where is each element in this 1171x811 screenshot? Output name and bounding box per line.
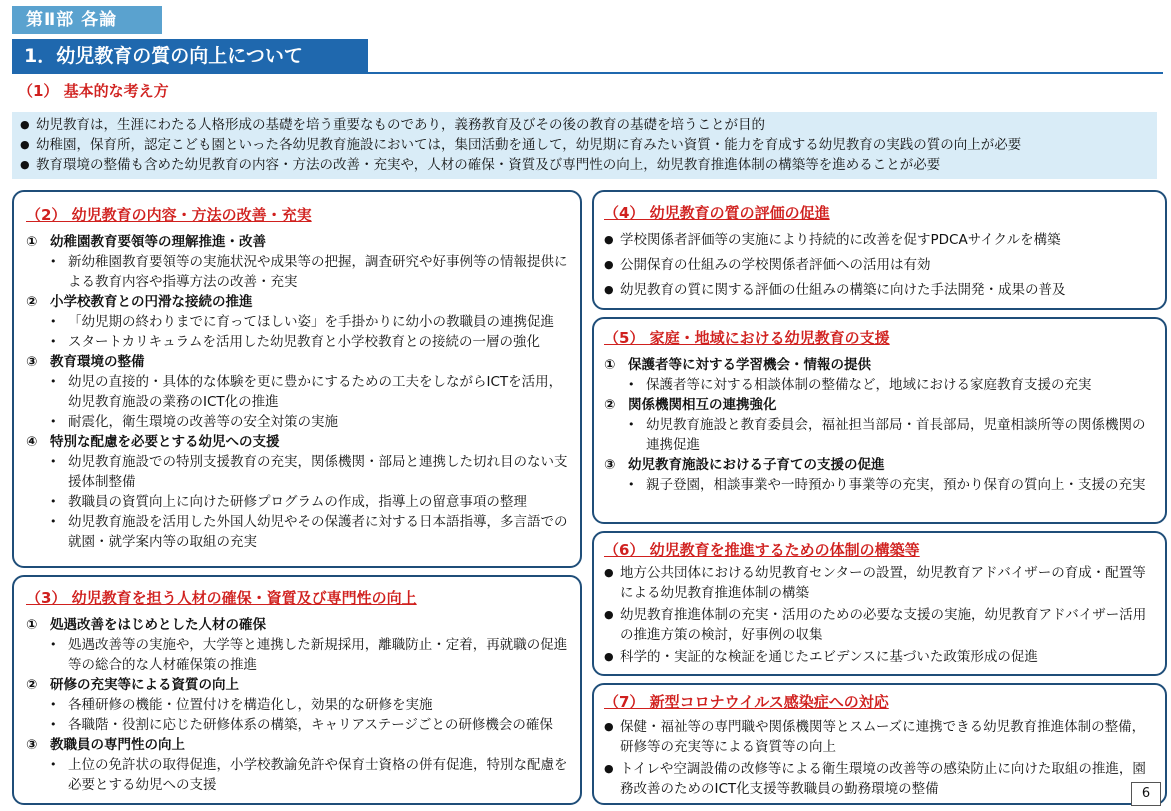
subsection-title: ① 保護者等に対する学習機会・情報の提供 <box>604 357 871 373</box>
section-promotion-system <box>592 531 1167 676</box>
subsection-title: ② 小学校教育との円滑な接続の推進 <box>26 294 253 310</box>
section-body <box>604 355 1155 495</box>
section-covid-response <box>592 683 1167 805</box>
section-heading: （4） 幼児教育の質の評価の促進 <box>604 204 830 222</box>
list-item: ● 学校関係者評価等の実施により持続的に改善を促すPDCAサイクルを構築 <box>604 232 1061 248</box>
list-item: • 処遇改善等の実施や，大学等と連携した新規採用，離職防止・定着，再就職の促進等の総合的な人材確保策の推進 <box>50 637 568 673</box>
section-body <box>26 232 568 552</box>
list-item: • 新幼稚園教育要領等の実施状況や成果等の把握，調査研究や好事例等の情報提供による教育内容や指導方法の改善・充実 <box>50 254 568 290</box>
section-quality-evaluation <box>592 190 1167 310</box>
subsection-title: ③ 教職員の専門性の向上 <box>26 737 185 753</box>
list-item: ● 幼児教育推進体制の充実・活用のための必要な支援の実施，幼児教育アドバイザー活用の推進方策の検討，好事例の収集 <box>604 607 1147 643</box>
list-item: • 各職階・役割に応じた研修体系の構築，キャリアステージごとの研修機会の確保 <box>50 717 553 733</box>
subsection-title: ③ 教育環境の整備 <box>26 354 145 370</box>
section-heading: （6） 幼児教育を推進するための体制の構築等 <box>604 541 920 559</box>
list-item: ● 科学的・実証的な検証を通じたエビデンスに基づいた政策形成の促進 <box>604 649 1038 665</box>
section-heading: （7） 新型コロナウイルス感染症への対応 <box>604 693 889 711</box>
list-item: • 保護者等に対する相談体制の整備など，地域における家庭教育支援の充実 <box>628 377 1092 393</box>
list-item: • スタートカリキュラムを活用した幼児教育と小学校教育との接続の一層の強化 <box>50 334 540 350</box>
subsection-title: ③ 幼児教育施設における子育ての支援の促進 <box>604 457 885 473</box>
section-body <box>26 615 568 795</box>
list-item: ● トイレや空調設備の改修等による衛生環境の改善等の感染防止に向けた取組の推進，園務改善のためのICT化支援等教職員の勤務環境の整備 <box>604 761 1146 797</box>
list-item: • 教職員の資質向上に向けた研修プログラムの作成，指導上の留意事項の整理 <box>50 494 527 510</box>
section-body <box>604 563 1155 667</box>
list-item: • 幼児教育施設での特別支援教育の充実，関係機関・部局と連携した切れ目のない支援体制整備 <box>50 454 568 490</box>
list-item: ● 幼児教育の質に関する評価の仕組みの構築に向けた手法開発・成果の普及 <box>604 282 1066 298</box>
list-item: • 「幼児期の終わりまでに育ってほしい姿」を手掛かりに幼小の教職員の連携促進 <box>50 314 554 330</box>
subsection-title: ① 幼稚園教育要領等の理解推進・改善 <box>26 234 266 250</box>
section-body <box>604 717 1155 799</box>
section-personnel <box>12 575 582 805</box>
section-heading: （3） 幼児教育を担う人材の確保・資質及び専門性の向上 <box>26 589 417 607</box>
list-item: • 耐震化，衛生環境の改善等の安全対策の実施 <box>50 414 338 430</box>
page-title: 1．幼児教育の質の向上について <box>12 39 368 73</box>
list-item: ● 公開保育の仕組みの学校関係者評価への活用は有効 <box>604 257 931 273</box>
section-heading: （5） 家庭・地域における幼児教育の支援 <box>604 329 890 347</box>
part-label: 第Ⅱ部 各論 <box>12 6 162 34</box>
subsection-title: ① 処遇改善をはじめとした人材の確保 <box>26 617 266 633</box>
subsection-title: ② 研修の充実等による資質の向上 <box>26 677 239 693</box>
basic-heading: （1） 基本的な考え方 <box>18 82 169 100</box>
section-content-methods <box>12 190 582 568</box>
subsection-title: ④ 特別な配慮を必要とする幼児への支援 <box>26 434 280 450</box>
list-item: • 親子登園，相談事業や一時預かり事業等の充実，預かり保育の質向上・支援の充実 <box>628 477 1146 493</box>
section-heading: （2） 幼児教育の内容・方法の改善・充実 <box>26 206 312 224</box>
list-item: • 各種研修の機能・位置付けを構造化し，効果的な研修を実施 <box>50 697 433 713</box>
list-item: • 幼児の直接的・具体的な体験を更に豊かにするための工夫をしながらICTを活用，幼児教育施設の業務のICT化の推進 <box>50 374 563 410</box>
basic-bullet: ● 教育環境の整備も含めた幼児教育の内容・方法の改善・充実や，人材の確保・資質及び専門性の向上，幼児教育推進体制の構築等を進めることが必要 <box>20 157 941 173</box>
section-body <box>604 230 1155 300</box>
list-item: • 幼児教育施設と教育委員会，福祉担当部局・首長部局，児童相談所等の関係機関の連携促進 <box>628 417 1146 453</box>
list-item: • 上位の免許状の取得促進，小学校教諭免許や保育士資格の併有促進，特別な配慮を必要とする幼児への支援 <box>50 757 568 793</box>
title-underline <box>12 72 1163 74</box>
section-family-community <box>592 317 1167 524</box>
list-item: ● 地方公共団体における幼児教育センターの設置，幼児教育アドバイザーの育成・配置等による幼児教育推進体制の構築 <box>604 565 1146 601</box>
list-item: • 幼児教育施設を活用した外国人幼児やその保護者に対する日本語指導，多言語での就園・就学案内等の取組の充実 <box>50 514 568 550</box>
basic-bullet: ● 幼稚園，保育所，認定こども園といった各幼児教育施設においては，集団活動を通して，幼児期に育みたい資質・能力を育成する幼児教育の実践の質の向上が必要 <box>20 137 1022 153</box>
basic-box <box>12 112 1157 179</box>
list-item: ● 保健・福祉等の専門職や関係機関等とスムーズに連携できる幼児教育推進体制の整備，研修等の充実等による資質等の向上 <box>604 719 1146 755</box>
basic-bullet: ● 幼児教育は，生涯にわたる人格形成の基礎を培う重要なものであり，義務教育及びその後の教育の基礎を培うことが目的 <box>20 117 765 133</box>
page-number: 6 <box>1131 782 1161 806</box>
subsection-title: ② 関係機関相互の連携強化 <box>604 397 777 413</box>
